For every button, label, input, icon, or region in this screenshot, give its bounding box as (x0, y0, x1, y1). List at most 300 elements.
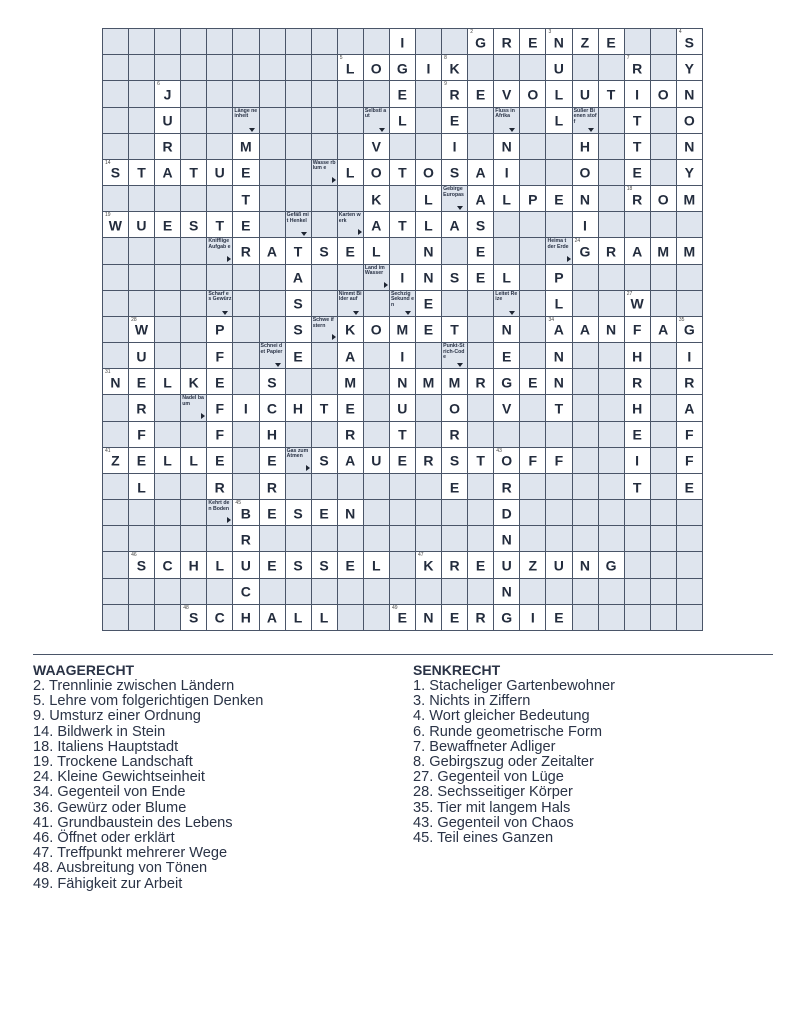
cell-letter: K (449, 60, 460, 77)
letter-cell[interactable] (546, 291, 571, 316)
letter-cell[interactable] (573, 238, 598, 263)
letter-cell[interactable] (233, 238, 258, 263)
letter-cell[interactable] (286, 317, 311, 342)
letter-cell[interactable] (494, 526, 519, 551)
letter-cell[interactable] (207, 343, 232, 368)
letter-cell[interactable] (599, 238, 624, 263)
letter-cell[interactable] (155, 108, 180, 133)
letter-cell[interactable] (338, 55, 363, 80)
empty-cell (416, 422, 441, 447)
letter-cell[interactable] (546, 29, 571, 54)
letter-cell[interactable] (129, 552, 154, 577)
empty-cell (651, 160, 676, 185)
empty-cell (599, 265, 624, 290)
clue-cell (338, 212, 363, 237)
empty-cell (260, 29, 285, 54)
clue-item: 6. Runde geometrische Form (413, 723, 602, 740)
letter-cell[interactable] (233, 395, 258, 420)
letter-cell[interactable] (364, 448, 389, 473)
letter-cell[interactable] (338, 369, 363, 394)
letter-cell[interactable] (286, 552, 311, 577)
letter-cell[interactable] (286, 291, 311, 316)
letter-cell[interactable] (546, 605, 571, 630)
letter-cell[interactable] (129, 422, 154, 447)
letter-cell[interactable] (181, 448, 206, 473)
letter-cell[interactable] (625, 474, 650, 499)
letter-cell[interactable] (286, 395, 311, 420)
letter-cell[interactable] (103, 369, 128, 394)
cell-letter: R (684, 374, 695, 391)
letter-cell[interactable] (468, 238, 493, 263)
letter-cell[interactable] (338, 343, 363, 368)
letter-cell[interactable] (494, 265, 519, 290)
letter-cell[interactable] (233, 605, 258, 630)
letter-cell[interactable] (494, 448, 519, 473)
letter-cell[interactable] (390, 29, 415, 54)
clue-text: Kehrt den Boden (208, 500, 230, 512)
cell-letter: E (606, 33, 616, 50)
letter-cell[interactable] (442, 265, 467, 290)
letter-cell[interactable] (494, 369, 519, 394)
letter-cell[interactable] (103, 212, 128, 237)
empty-cell (520, 134, 545, 159)
letter-cell[interactable] (677, 422, 702, 447)
empty-cell (651, 474, 676, 499)
letter-cell[interactable] (442, 81, 467, 106)
letter-cell[interactable] (155, 369, 180, 394)
letter-cell[interactable] (651, 81, 676, 106)
letter-cell[interactable] (625, 160, 650, 185)
letter-cell[interactable] (546, 108, 571, 133)
letter-cell[interactable] (416, 448, 441, 473)
letter-cell[interactable] (625, 369, 650, 394)
empty-cell (103, 265, 128, 290)
letter-cell[interactable] (390, 108, 415, 133)
letter-cell[interactable] (625, 238, 650, 263)
letter-cell[interactable] (442, 160, 467, 185)
letter-cell[interactable] (155, 81, 180, 106)
cell-letter: T (398, 426, 407, 443)
letter-cell[interactable] (442, 212, 467, 237)
letter-cell[interactable] (416, 369, 441, 394)
letter-cell[interactable] (494, 474, 519, 499)
letter-cell[interactable] (573, 552, 598, 577)
letter-cell[interactable] (260, 395, 285, 420)
letter-cell[interactable] (390, 81, 415, 106)
empty-cell (207, 55, 232, 80)
letter-cell[interactable] (129, 317, 154, 342)
letter-cell[interactable] (442, 422, 467, 447)
letter-cell[interactable] (677, 317, 702, 342)
letter-cell[interactable] (155, 212, 180, 237)
letter-cell[interactable] (155, 160, 180, 185)
letter-cell[interactable] (181, 369, 206, 394)
cell-letter: E (345, 400, 356, 417)
letter-cell[interactable] (546, 369, 571, 394)
letter-cell[interactable] (260, 552, 285, 577)
letter-cell[interactable] (546, 448, 571, 473)
letter-cell[interactable] (233, 160, 258, 185)
letter-cell[interactable] (468, 29, 493, 54)
letter-cell[interactable] (677, 160, 702, 185)
cell-letter: L (319, 609, 329, 626)
letter-cell[interactable] (416, 160, 441, 185)
cell-letter: G (475, 33, 487, 50)
cell-letter: E (267, 452, 277, 469)
empty-cell (129, 29, 154, 54)
letter-cell[interactable] (442, 369, 467, 394)
letter-cell[interactable] (390, 369, 415, 394)
letter-cell[interactable] (390, 422, 415, 447)
empty-cell (651, 448, 676, 473)
letter-cell[interactable] (364, 317, 389, 342)
cell-letter: L (371, 557, 381, 574)
letter-cell[interactable] (364, 134, 389, 159)
letter-cell[interactable] (494, 186, 519, 211)
letter-cell[interactable] (207, 395, 232, 420)
letter-cell[interactable] (416, 552, 441, 577)
letter-cell[interactable] (494, 317, 519, 342)
letter-cell[interactable] (312, 238, 337, 263)
letter-cell[interactable] (625, 448, 650, 473)
letter-cell[interactable] (625, 81, 650, 106)
letter-cell[interactable] (625, 291, 650, 316)
letter-cell[interactable] (390, 160, 415, 185)
letter-cell[interactable] (207, 552, 232, 577)
letter-cell[interactable] (546, 186, 571, 211)
cell-letter: U (553, 60, 565, 77)
letter-cell[interactable] (129, 448, 154, 473)
letter-cell[interactable] (442, 317, 467, 342)
letter-cell[interactable] (416, 238, 441, 263)
cell-letter: T (215, 217, 225, 234)
letter-cell[interactable] (520, 448, 545, 473)
letter-cell[interactable] (390, 343, 415, 368)
letter-cell[interactable] (338, 238, 363, 263)
cell-letter: F (685, 426, 694, 443)
letter-cell[interactable] (599, 317, 624, 342)
letter-cell[interactable] (677, 134, 702, 159)
letter-cell[interactable] (207, 474, 232, 499)
letter-cell[interactable] (338, 317, 363, 342)
letter-cell[interactable] (468, 265, 493, 290)
clue-cell (546, 238, 571, 263)
letter-cell[interactable] (599, 552, 624, 577)
letter-cell[interactable] (625, 134, 650, 159)
letter-cell[interactable] (312, 552, 337, 577)
letter-cell[interactable] (494, 395, 519, 420)
letter-cell[interactable] (312, 605, 337, 630)
letter-cell[interactable] (181, 160, 206, 185)
letter-cell[interactable] (442, 395, 467, 420)
letter-cell[interactable] (520, 29, 545, 54)
cell-letter: A (579, 321, 591, 338)
cell-letter: O (657, 190, 669, 207)
letter-cell[interactable] (677, 448, 702, 473)
letter-cell[interactable] (520, 552, 545, 577)
letter-cell[interactable] (286, 343, 311, 368)
cell-letter: M (396, 321, 409, 338)
letter-cell[interactable] (599, 29, 624, 54)
letter-cell[interactable] (338, 448, 363, 473)
letter-cell[interactable] (546, 317, 571, 342)
letter-cell[interactable] (442, 474, 467, 499)
letter-cell[interactable] (468, 552, 493, 577)
letter-cell[interactable] (494, 552, 519, 577)
letter-cell[interactable] (520, 186, 545, 211)
letter-cell[interactable] (312, 448, 337, 473)
letter-cell[interactable] (286, 265, 311, 290)
empty-cell (338, 605, 363, 630)
letter-cell[interactable] (625, 395, 650, 420)
clue-item: 4. Wort gleicher Bedeutung (413, 708, 590, 725)
empty-cell (625, 526, 650, 551)
letter-cell[interactable] (677, 474, 702, 499)
empty-cell (155, 343, 180, 368)
letter-cell[interactable] (416, 265, 441, 290)
letter-cell[interactable] (390, 212, 415, 237)
empty-cell (651, 552, 676, 577)
empty-cell (181, 265, 206, 290)
empty-cell (364, 579, 389, 604)
letter-cell[interactable] (442, 55, 467, 80)
letter-cell[interactable] (625, 422, 650, 447)
letter-cell[interactable] (260, 448, 285, 473)
letter-cell[interactable] (233, 134, 258, 159)
clue-text: Scharf es Gewürz (208, 290, 232, 303)
letter-cell[interactable] (233, 526, 258, 551)
letter-cell[interactable] (364, 212, 389, 237)
letter-cell[interactable] (181, 212, 206, 237)
letter-cell[interactable] (546, 55, 571, 80)
empty-cell (155, 291, 180, 316)
letter-cell[interactable] (207, 605, 232, 630)
letter-cell[interactable] (494, 500, 519, 525)
letter-cell[interactable] (442, 605, 467, 630)
letter-cell[interactable] (260, 605, 285, 630)
cell-letter: S (684, 33, 695, 50)
letter-cell[interactable] (390, 55, 415, 80)
empty-cell (260, 108, 285, 133)
letter-cell[interactable] (233, 552, 258, 577)
letter-cell[interactable] (416, 186, 441, 211)
letter-cell[interactable] (546, 265, 571, 290)
letter-cell[interactable] (468, 369, 493, 394)
letter-cell[interactable] (416, 605, 441, 630)
letter-cell[interactable] (677, 238, 702, 263)
letter-cell[interactable] (286, 238, 311, 263)
letter-cell[interactable] (573, 212, 598, 237)
letter-cell[interactable] (651, 238, 676, 263)
letter-cell[interactable] (677, 186, 702, 211)
letter-cell[interactable] (494, 160, 519, 185)
empty-cell (468, 579, 493, 604)
letter-cell[interactable] (494, 605, 519, 630)
letter-cell[interactable] (103, 448, 128, 473)
letter-cell[interactable] (260, 474, 285, 499)
letter-cell[interactable] (468, 212, 493, 237)
letter-cell[interactable] (390, 395, 415, 420)
letter-cell[interactable] (573, 186, 598, 211)
empty-cell (599, 369, 624, 394)
letter-cell[interactable] (677, 29, 702, 54)
empty-cell (468, 474, 493, 499)
empty-cell (599, 448, 624, 473)
empty-cell (103, 108, 128, 133)
letter-cell[interactable] (233, 500, 258, 525)
letter-cell[interactable] (442, 552, 467, 577)
letter-cell[interactable] (677, 108, 702, 133)
letter-cell[interactable] (103, 160, 128, 185)
letter-cell[interactable] (390, 605, 415, 630)
letter-cell[interactable] (468, 186, 493, 211)
cell-letter: F (137, 426, 147, 443)
letter-cell[interactable] (364, 160, 389, 185)
letter-cell[interactable] (573, 134, 598, 159)
cell-number: 5 (339, 55, 343, 62)
letter-cell[interactable] (260, 500, 285, 525)
letter-cell[interactable] (677, 395, 702, 420)
letter-cell[interactable] (416, 291, 441, 316)
clue-cell (573, 108, 598, 133)
empty-cell (364, 526, 389, 551)
letter-cell[interactable] (338, 160, 363, 185)
letter-cell[interactable] (520, 605, 545, 630)
letter-cell[interactable] (390, 317, 415, 342)
letter-cell[interactable] (573, 317, 598, 342)
letter-cell[interactable] (129, 395, 154, 420)
empty-cell (260, 160, 285, 185)
cell-letter: A (292, 269, 304, 286)
letter-cell[interactable] (677, 369, 702, 394)
letter-cell[interactable] (677, 55, 702, 80)
cell-letter: E (136, 374, 147, 391)
letter-cell[interactable] (207, 369, 232, 394)
cell-letter: U (397, 400, 408, 417)
empty-cell (677, 291, 702, 316)
letter-cell[interactable] (677, 81, 702, 106)
empty-cell (181, 134, 206, 159)
letter-cell[interactable] (338, 500, 363, 525)
letter-cell[interactable] (416, 317, 441, 342)
letter-cell[interactable] (468, 605, 493, 630)
letter-cell[interactable] (625, 186, 650, 211)
letter-cell[interactable] (442, 448, 467, 473)
letter-cell[interactable] (625, 317, 650, 342)
letter-cell[interactable] (390, 265, 415, 290)
letter-cell[interactable] (338, 552, 363, 577)
letter-cell[interactable] (651, 186, 676, 211)
letter-cell[interactable] (546, 81, 571, 106)
letter-cell[interactable] (390, 448, 415, 473)
empty-cell (390, 579, 415, 604)
letter-cell[interactable] (260, 422, 285, 447)
letter-cell[interactable] (468, 160, 493, 185)
letter-cell[interactable] (468, 81, 493, 106)
empty-cell (625, 552, 650, 577)
letter-cell[interactable] (494, 134, 519, 159)
cell-letter: A (658, 321, 669, 338)
letter-cell[interactable] (625, 108, 650, 133)
letter-cell[interactable] (312, 500, 337, 525)
empty-cell (494, 422, 519, 447)
letter-cell[interactable] (651, 317, 676, 342)
letter-cell[interactable] (677, 343, 702, 368)
letter-cell[interactable] (625, 343, 650, 368)
cell-letter: E (632, 164, 643, 181)
empty-cell (625, 265, 650, 290)
letter-cell[interactable] (286, 500, 311, 525)
letter-cell[interactable] (520, 369, 545, 394)
letter-cell[interactable] (312, 395, 337, 420)
letter-cell[interactable] (260, 369, 285, 394)
letter-cell[interactable] (233, 212, 258, 237)
letter-cell[interactable] (364, 552, 389, 577)
letter-cell[interactable] (364, 55, 389, 80)
letter-cell[interactable] (207, 317, 232, 342)
cell-letter: H (632, 400, 643, 417)
letter-cell[interactable] (260, 238, 285, 263)
empty-cell (599, 526, 624, 551)
letter-cell[interactable] (207, 422, 232, 447)
letter-cell[interactable] (494, 343, 519, 368)
cell-number: 14 (105, 159, 111, 166)
letter-cell[interactable] (207, 212, 232, 237)
letter-cell[interactable] (364, 186, 389, 211)
letter-cell[interactable] (181, 552, 206, 577)
letter-cell[interactable] (129, 160, 154, 185)
empty-cell (233, 55, 258, 80)
letter-cell[interactable] (468, 448, 493, 473)
letter-cell[interactable] (207, 160, 232, 185)
letter-cell[interactable] (181, 605, 206, 630)
letter-cell[interactable] (233, 579, 258, 604)
letter-cell[interactable] (155, 552, 180, 577)
letter-cell[interactable] (129, 369, 154, 394)
letter-cell[interactable] (442, 108, 467, 133)
letter-cell[interactable] (129, 212, 154, 237)
letter-cell[interactable] (233, 186, 258, 211)
cell-letter: I (400, 347, 405, 364)
letter-cell[interactable] (494, 81, 519, 106)
empty-cell (573, 579, 598, 604)
letter-cell[interactable] (573, 29, 598, 54)
letter-cell[interactable] (364, 238, 389, 263)
letter-cell[interactable] (573, 81, 598, 106)
letter-cell[interactable] (546, 552, 571, 577)
letter-cell[interactable] (599, 81, 624, 106)
letter-cell[interactable] (625, 55, 650, 80)
letter-cell[interactable] (494, 579, 519, 604)
letter-cell[interactable] (207, 448, 232, 473)
letter-cell[interactable] (416, 55, 441, 80)
letter-cell[interactable] (573, 160, 598, 185)
letter-cell[interactable] (155, 134, 180, 159)
letter-cell[interactable] (286, 605, 311, 630)
letter-cell[interactable] (416, 212, 441, 237)
letter-cell[interactable] (129, 343, 154, 368)
letter-cell[interactable] (546, 343, 571, 368)
letter-cell[interactable] (546, 395, 571, 420)
letter-cell[interactable] (155, 448, 180, 473)
letter-cell[interactable] (338, 395, 363, 420)
letter-cell[interactable] (129, 474, 154, 499)
letter-cell[interactable] (442, 134, 467, 159)
letter-cell[interactable] (338, 422, 363, 447)
clue-cell (494, 291, 519, 316)
letter-cell[interactable] (520, 81, 545, 106)
letter-cell[interactable] (494, 29, 519, 54)
